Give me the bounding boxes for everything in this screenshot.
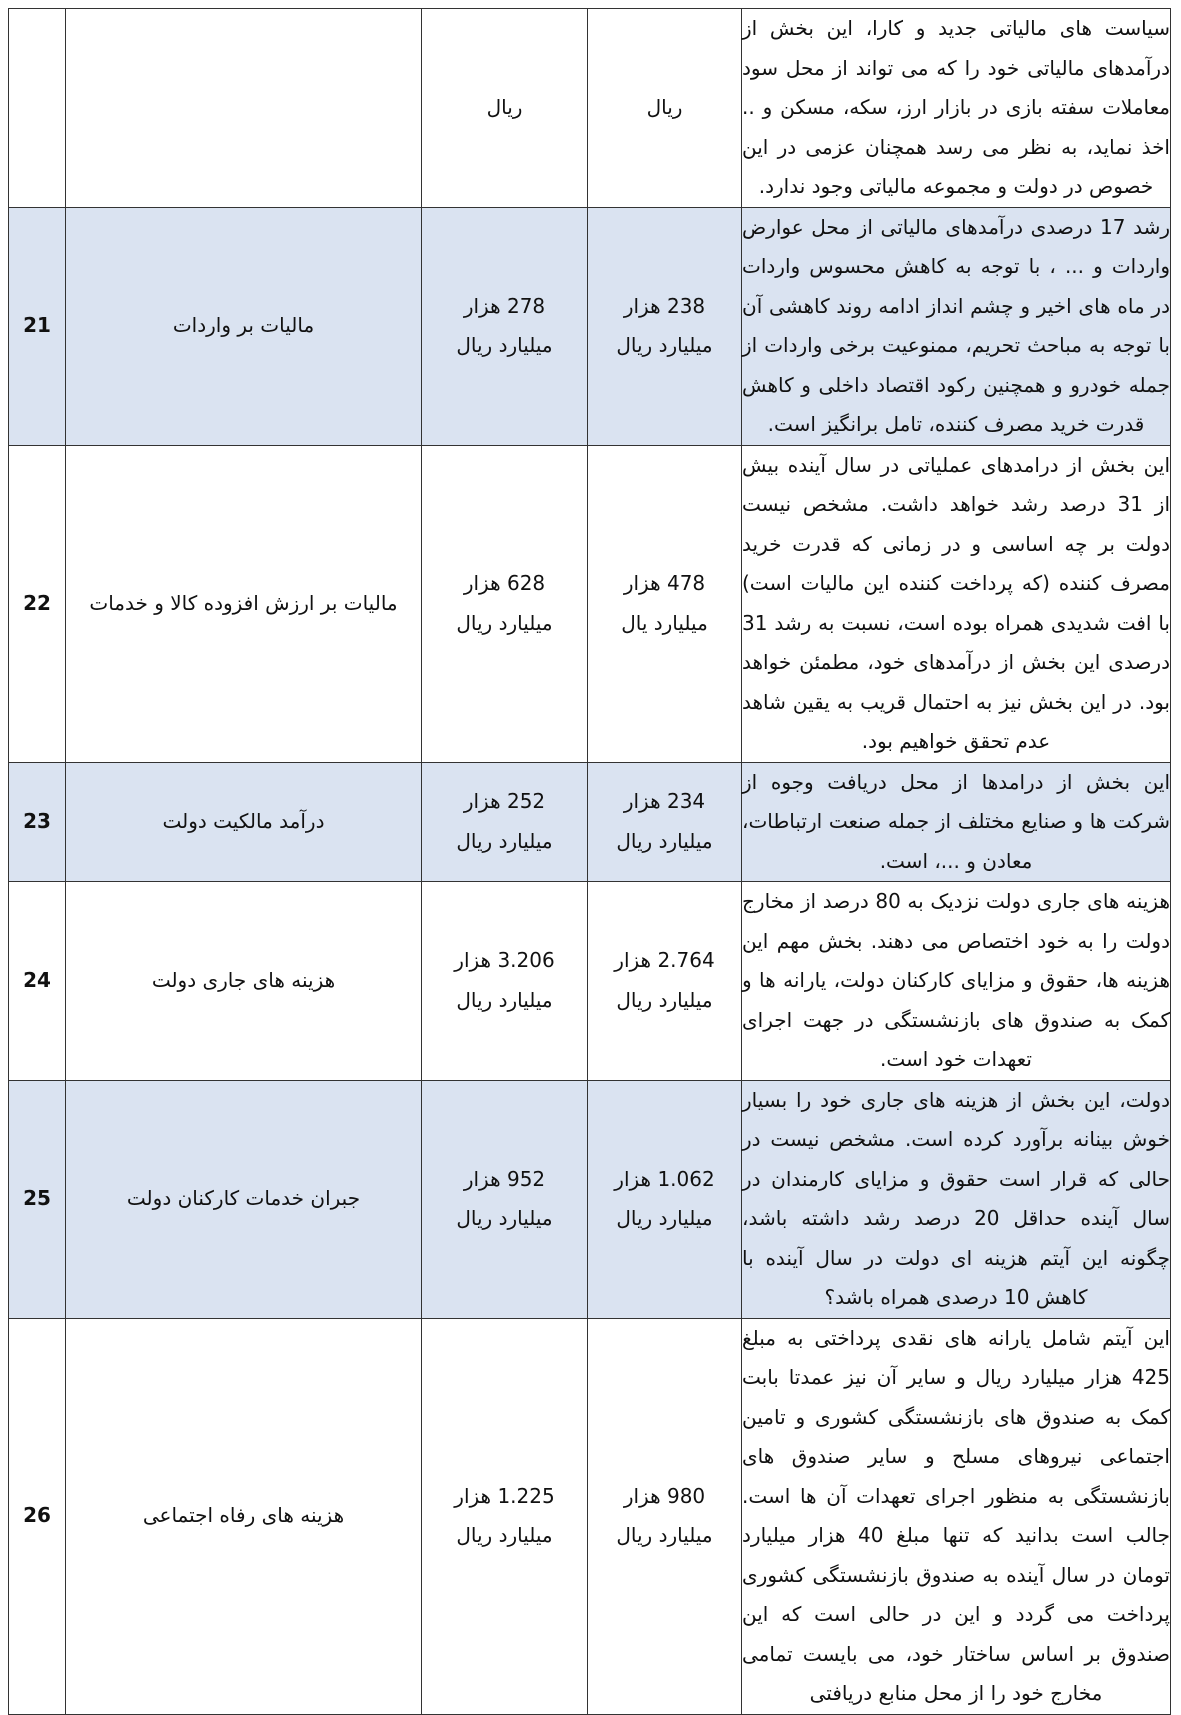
amount-value: ریال	[486, 95, 523, 119]
row-number: 26	[9, 1318, 66, 1714]
amount-cell	[422, 882, 588, 1081]
item-name-cell	[66, 882, 422, 1081]
row-number: 23	[9, 762, 66, 882]
item-name-cell	[66, 9, 422, 208]
amount-cell	[588, 445, 742, 762]
row-number: 25	[9, 1080, 66, 1318]
amount-cell	[588, 762, 742, 882]
amount-cell	[588, 9, 742, 208]
amount-value: 2.764 هزار میلیارد ریال	[614, 948, 715, 1012]
description-text: این آیتم شامل یارانه های نقدی پرداختی به مبلغ 425 هزار میلیارد ریال و سایر آن نیز عمدتا بابت کمک به صندوق های بازنشستگی کشوری و تامین اجتماعی نیروهای مسلح و سایر صندوق های بازنشستگی به منظور اجرای تعهدات آن ها است. جالب است بدانید که تنها مبلغ 40 هزار میلیارد تومان در سال آینده به صندوق بازنشستگی کشوری پرداخت می گردد و این در حالی است که این صندوق بر اساس ساختار خود، می بایست تمامی مخارج خود را از محل منابع دریافتی	[742, 1325, 1170, 1705]
table-row	[9, 9, 1171, 208]
amount-cell	[588, 1080, 742, 1318]
item-name-cell	[66, 207, 422, 445]
amount-value: 278 هزار میلیارد ریال	[456, 293, 553, 357]
description-text: رشد 17 درصدی درآمدهای مالیاتی از محل عوارض واردات و ... ، با توجه به کاهش محسوس واردات در ماه های اخیر و چشم انداز ادامه روند کاهشی آن با توجه به مباحث تحریم، ممنوعیت برخی واردات از جمله خودرو و همچنین رکود اقتصاد داخلی و کاهش قدرت خرید مصرف کننده، تامل برانگیز است.	[742, 214, 1170, 436]
description-cell	[742, 762, 1171, 882]
amount-value: 980 هزار میلیارد ریال	[616, 1483, 713, 1547]
amount-cell	[422, 1080, 588, 1318]
item-name-cell	[66, 762, 422, 882]
item-name: هزینه های رفاه اجتماعی	[142, 1503, 345, 1528]
amount-value: 952 هزار میلیارد ریال	[456, 1166, 553, 1230]
item-name: مالیات بر واردات	[172, 313, 315, 338]
description-text: سیاست های مالیاتی جدید و کارا، این بخش از درآمدهای مالیاتی خود را که می تواند از محل سود معاملات سفته بازی در بازار ارز، سکه، مسکن و .. اخذ نماید، به نظر می رسد همچنان عزمی در این خصوص در دولت و مجموعه مالیاتی وجود ندارد.	[742, 16, 1170, 198]
description-cell	[742, 9, 1171, 208]
amount-value: 234 هزار میلیارد ریال	[616, 789, 713, 853]
row-number: 21	[9, 207, 66, 445]
description-cell	[742, 1318, 1171, 1714]
row-number: 22	[9, 445, 66, 762]
row-number: 24	[9, 882, 66, 1081]
description-text: هزینه های جاری دولت نزدیک به 80 درصد از مخارج دولت را به خود اختصاص می دهند. بخش مهم این هزینه ها، حقوق و مزایای کارکنان دولت، یارانه ها و کمک به صندوق های بازنشستگی در جهت اجرای تعهدات خود است.	[742, 889, 1170, 1071]
item-name: درآمد مالکیت دولت	[162, 809, 325, 833]
description-text: این بخش از درامدهای عملیاتی در سال آینده بیش از 31 درصد رشد خواهد داشت. مشخص نیست دولت بر چه اساسی و در زمانی که قدرت خرید مصرف کننده (که پرداخت کننده این مالیات است) با افت شدیدی همراه بوده است، نسبت به رشد 31 درصدی این بخش از درآمدهای خود، مطمئن خواهد بود. در این بخش نیز به احتمال قریب به یقین شاهد عدم تحقق خواهیم بود.	[742, 452, 1170, 753]
amount-value: 3.206 هزار میلیارد ریال	[454, 948, 555, 1012]
amount-value: 1.225 هزار میلیارد ریال	[454, 1483, 555, 1547]
table-row	[9, 207, 1171, 445]
description-text: این بخش از درامدها از محل دریافت وجوه از شرکت ها و صنایع مختلف از جمله صنعت ارتباطات، معادن و ...، است.	[742, 769, 1170, 873]
amount-cell	[422, 207, 588, 445]
item-name: جبران خدمات کارکنان دولت	[126, 1186, 361, 1211]
item-name-cell	[66, 445, 422, 762]
item-name: مالیات بر ارزش افزوده کالا و خدمات	[89, 590, 398, 615]
item-name: هزینه های جاری دولت	[151, 968, 336, 992]
budget-table	[8, 8, 1171, 1715]
row-number	[9, 9, 66, 208]
item-name-cell	[66, 1318, 422, 1714]
table-row	[9, 445, 1171, 762]
amount-value: 1.062 هزار میلیارد ریال	[614, 1166, 715, 1230]
amount-cell	[422, 445, 588, 762]
table-row	[9, 762, 1171, 882]
amount-cell	[588, 207, 742, 445]
table-row	[9, 1318, 1171, 1714]
amount-cell	[588, 882, 742, 1081]
description-cell	[742, 445, 1171, 762]
amount-cell	[422, 9, 588, 208]
description-cell	[742, 882, 1171, 1081]
amount-cell	[588, 1318, 742, 1714]
description-cell	[742, 207, 1171, 445]
amount-value: 238 هزار میلیارد ریال	[616, 293, 713, 357]
table-row	[9, 1080, 1171, 1318]
description-cell	[742, 1080, 1171, 1318]
item-name-cell	[66, 1080, 422, 1318]
amount-value: ریال	[646, 95, 683, 119]
amount-cell	[422, 762, 588, 882]
amount-value: 252 هزار میلیارد ریال	[456, 789, 553, 853]
amount-cell	[422, 1318, 588, 1714]
description-text: دولت، این بخش از هزینه های جاری خود را بسیار خوش بینانه برآورد کرده است. مشخص نیست در حالی که قرار است حقوق و مزایای کارمندان در سال آینده حداقل 20 درصد رشد داشته باشد، چگونه این آیتم هزینه ای دولت در سال آینده با کاهش 10 درصدی همراه باشد؟	[742, 1087, 1170, 1309]
amount-value: 628 هزار میلیارد ریال	[456, 571, 553, 635]
amount-value: 478 هزار میلیارد یال	[621, 571, 708, 635]
table-row	[9, 882, 1171, 1081]
